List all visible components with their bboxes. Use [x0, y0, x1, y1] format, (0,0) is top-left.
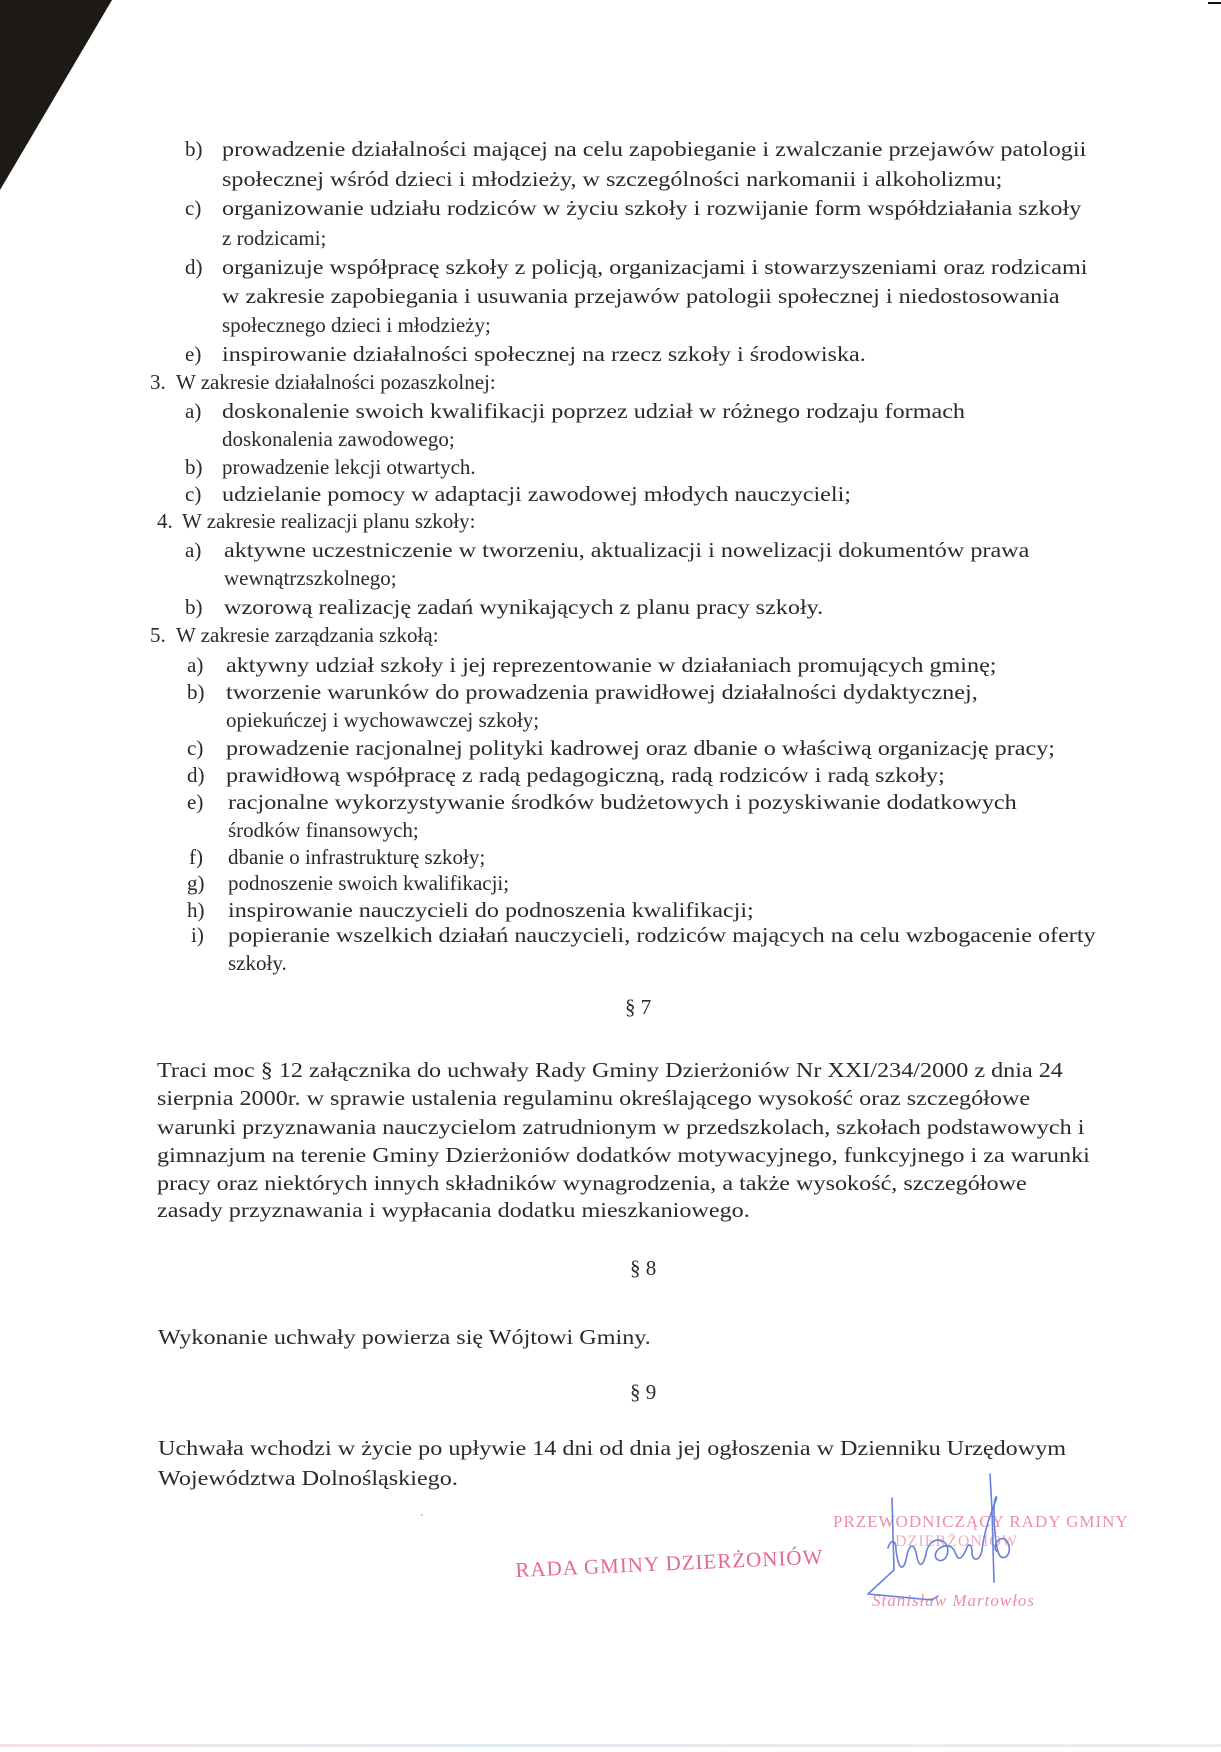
- list-text: wzorową realizację zadań wynikających z planu pracy szkoły.: [224, 595, 824, 619]
- list-label: c): [185, 196, 202, 220]
- list-label: g): [187, 871, 205, 895]
- section-heading: § 9: [630, 1380, 657, 1404]
- scan-bottom-edge: [0, 1744, 1221, 1747]
- list-text: wewnątrzszkolnego;: [224, 566, 397, 590]
- paragraph-line: pracy oraz niektórych innych składników wynagrodzenia, a także wysokość, szczegółowe: [157, 1171, 1027, 1195]
- list-text: aktywne uczestniczenie w tworzeniu, aktualizacji i nowelizacji dokumentów prawa: [224, 538, 1030, 562]
- item-heading: W zakresie zarządzania szkołą:: [176, 623, 439, 647]
- list-text: społecznej wśród dzieci i młodzieży, w szczególności narkomanii i alkoholizmu;: [222, 167, 1003, 191]
- list-text: udzielanie pomocy w adaptacji zawodowej młodych nauczycieli;: [222, 482, 852, 506]
- list-label: f): [189, 845, 203, 869]
- list-label: c): [187, 736, 204, 760]
- list-label: b): [185, 595, 203, 619]
- chairman-stamp-name: Stanisław Martowłos: [872, 1591, 1036, 1610]
- list-label: e): [187, 790, 204, 814]
- list-text: inspirowanie działalności społecznej na rzecz szkoły i środowiska.: [222, 342, 866, 366]
- list-text: doskonalenia zawodowego;: [222, 427, 455, 451]
- list-label: b): [185, 455, 203, 479]
- list-text: społecznego dzieci i młodzieży;: [222, 313, 491, 337]
- paragraph-line: Traci moc § 12 załącznika do uchwały Rady Gminy Dzierżoniów Nr XXI/234/2000 z dnia 24: [157, 1058, 1063, 1082]
- list-label: d): [185, 255, 203, 279]
- list-text: prowadzenie działalności mającej na celu zapobieganie i zwalczanie przejawów patologii: [222, 137, 1087, 161]
- list-label: a): [185, 399, 202, 423]
- council-stamp: RADA GMINY DZIERŻONIÓW: [514, 1544, 824, 1582]
- list-label: c): [185, 482, 202, 506]
- list-text: prowadzenie racjonalnej polityki kadrowej oraz dbanie o właściwą organizację pracy;: [226, 736, 1056, 760]
- list-text: tworzenie warunków do prowadzenia prawidłowej działalności dydaktycznej,: [226, 680, 978, 704]
- list-label: i): [191, 923, 204, 947]
- list-text: środków finansowych;: [228, 818, 419, 842]
- list-text: podnoszenie swoich kwalifikacji;: [228, 871, 510, 895]
- list-number: 3.: [150, 370, 166, 394]
- list-text: opiekuńczej i wychowawczej szkoły;: [226, 708, 540, 732]
- list-label: h): [187, 898, 205, 922]
- list-text: doskonalenie swoich kwalifikacji poprzez udział w różnego rodzaju formach: [222, 399, 966, 423]
- item-heading: W zakresie realizacji planu szkoły:: [182, 509, 476, 533]
- list-label: b): [187, 680, 205, 704]
- list-label: b): [185, 137, 203, 161]
- list-text: popieranie wszelkich działań nauczycieli, rodziców mających na celu wzbogacenie oferty: [228, 923, 1096, 947]
- list-text: racjonalne wykorzystywanie środków budżetowych i pozyskiwanie dodatkowych: [228, 790, 1017, 814]
- paragraph-line: Województwa Dolnośląskiego.: [158, 1466, 458, 1490]
- list-text: prawidłową współpracę z radą pedagogiczną, radą rodziców i radą szkoły;: [226, 763, 945, 787]
- item-heading: W zakresie działalności pozaszkolnej:: [176, 370, 496, 394]
- scan-speck: [421, 1514, 423, 1516]
- section-heading: § 8: [630, 1256, 657, 1280]
- list-text: inspirowanie nauczycieli do podnoszenia kwalifikacji;: [228, 898, 754, 922]
- scan-edge-mark: [1208, 2, 1221, 4]
- section-heading: § 7: [625, 995, 652, 1019]
- list-label: e): [185, 342, 202, 366]
- list-label: a): [185, 538, 202, 562]
- handwritten-signature: [860, 1470, 1060, 1610]
- list-text: z rodzicami;: [222, 226, 327, 250]
- list-text: organizuje współpracę szkoły z policją, organizacjami i stowarzyszeniami oraz rodzicami: [222, 255, 1088, 279]
- paragraph-line: warunki przyznawania nauczycielom zatrudnionym w przedszkolach, szkołach podstawowych i: [157, 1115, 1085, 1139]
- chairman-stamp-place: DZIERŻONIÓW: [895, 1533, 1018, 1550]
- paragraph-line: sierpnia 2000r. w sprawie ustalenia regulaminu określającego wysokość oraz szczegółowe: [157, 1086, 1031, 1110]
- paragraph-line: Wykonanie uchwały powierza się Wójtowi Gminy.: [158, 1325, 651, 1349]
- list-text: organizowanie udziału rodziców w życiu szkoły i rozwijanie form współdziałania szkoły: [222, 196, 1082, 220]
- list-text: dbanie o infrastrukturę szkoły;: [228, 845, 486, 869]
- paragraph-line: zasady przyznawania i wypłacania dodatku mieszkaniowego.: [157, 1198, 750, 1222]
- list-text: prowadzenie lekcji otwartych.: [222, 455, 476, 479]
- list-text: aktywny udział szkoły i jej reprezentowanie w działaniach promujących gminę;: [226, 653, 997, 677]
- list-text: szkoły.: [228, 951, 287, 975]
- scan-corner-shadow: [0, 0, 112, 190]
- list-label: a): [187, 653, 204, 677]
- list-number: 5.: [150, 623, 166, 647]
- list-number: 4.: [157, 509, 173, 533]
- paragraph-line: Uchwała wchodzi w życie po upływie 14 dni od dnia jej ogłoszenia w Dzienniku Urzędowym: [158, 1436, 1067, 1460]
- paragraph-line: gimnazjum na terenie Gminy Dzierżoniów dodatków motywacyjnego, funkcyjnego i za warunki: [157, 1143, 1090, 1167]
- list-label: d): [187, 763, 205, 787]
- chairman-stamp-title: PRZEWODNICZĄCY RADY GMINY: [833, 1512, 1129, 1531]
- list-text: w zakresie zapobiegania i usuwania przejawów patologii społecznej i niedostosowania: [222, 284, 1060, 308]
